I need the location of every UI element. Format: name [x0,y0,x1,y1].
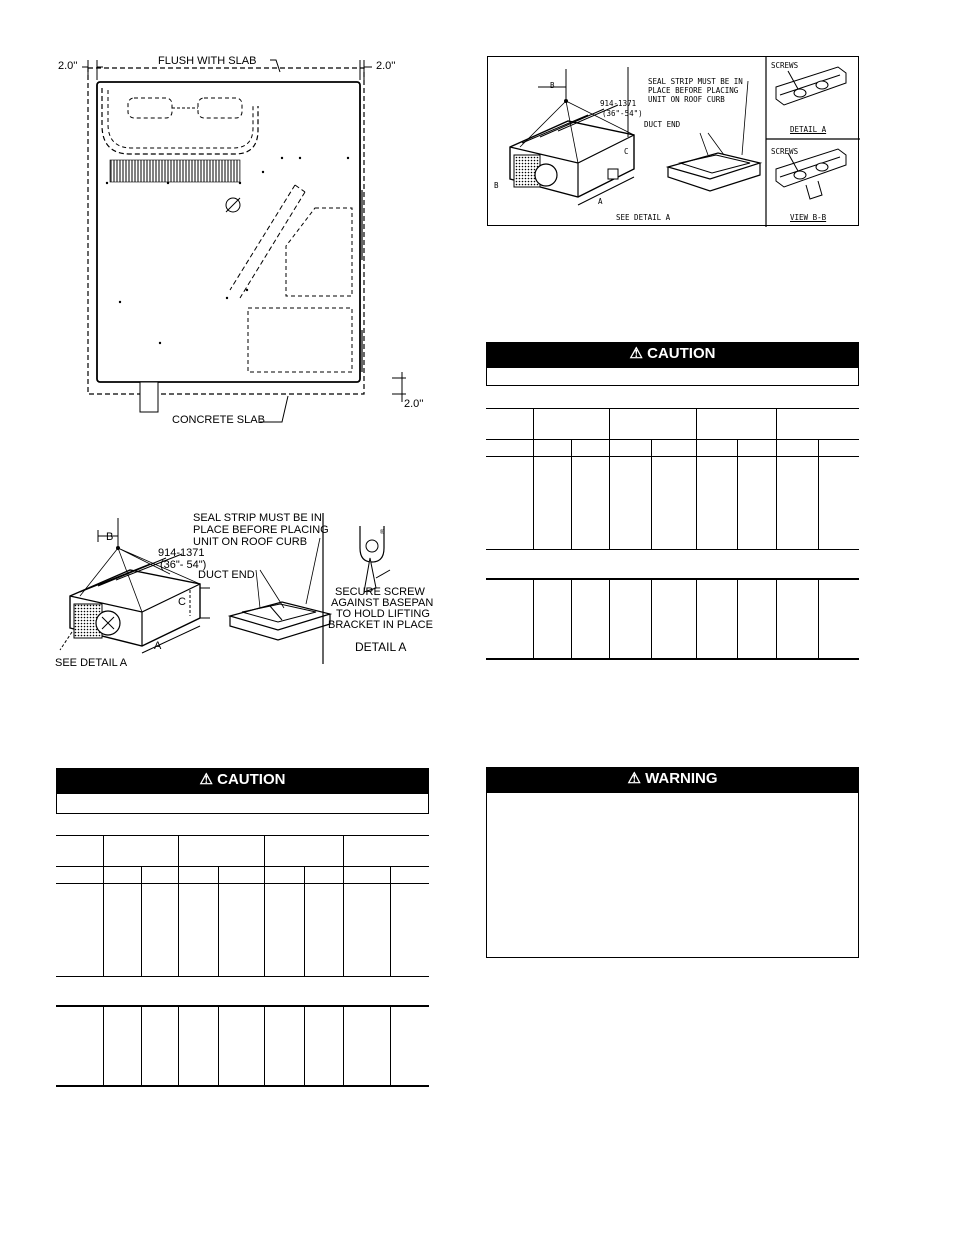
dim-b-label-r: B [550,81,555,90]
warning-triangle-icon: ⚠ [629,345,643,362]
dim-range-label: 914-1371 [158,547,205,559]
svg-text:®: ® [380,530,385,536]
seal-strip-line1-r: SEAL STRIP MUST BE IN [648,77,743,86]
slab-figure [50,50,440,430]
concrete-slab-label: CONCRETE SLAB [172,414,265,426]
seal-strip-line3: UNIT ON ROOF CURB [193,536,308,548]
secure-screw-line4: BRACKET IN PLACE [328,619,433,631]
warning-body-right [486,792,859,958]
seal-strip-line1: SEAL STRIP MUST BE IN [193,512,322,524]
duct-end-label-r: DUCT END [644,120,681,129]
seal-strip-line2: PLACE BEFORE PLACING [193,524,329,536]
caution-body-left [56,793,429,814]
see-detail-label-r: SEE DETAIL A [616,213,671,222]
secure-screw-line2: AGAINST BASEPAN [331,597,434,609]
rigging-figure-right [487,56,859,226]
secure-screw-line1: SECURE SCREW [335,586,425,598]
warning-banner-right [486,767,859,793]
dim-range-inch-label-r: (36"-54") [602,109,643,118]
flush-with-slab-label: FLUSH WITH SLAB [158,55,257,67]
detail-a-label-r: DETAIL A [790,125,827,134]
dim-b2-label-r: B [494,181,499,190]
caution-title-right: CAUTION [647,345,716,362]
secure-screw-line3: TO HOLD LIFTING [336,608,430,620]
dim-c-label-r: C [624,147,629,156]
dim-bottom-label: 2.0'' [404,398,424,410]
see-detail-label: SEE DETAIL A [55,657,128,669]
duct-end-label: DUCT END [198,569,255,581]
warning-title-right: WARNING [645,770,718,787]
screws-label-2: SCREWS [771,147,799,156]
caution-title-left: CAUTION [217,771,286,788]
caution-banner-right [486,342,859,368]
dim-c-label: C [178,596,186,608]
dim-a-label: A [154,640,162,652]
dim-left-label: 2.0'' [58,60,78,72]
view-bb-label: VIEW B-B [790,213,827,222]
dim-a-label-r: A [598,197,603,206]
rigging-figure-left [50,508,435,670]
caution-body-right [486,367,859,386]
caution-banner-left [56,768,429,794]
table-right [486,408,859,660]
table-left [56,835,429,1087]
detail-a-label: DETAIL A [355,640,407,654]
slab-drawing [50,50,440,430]
seal-strip-line2-r: PLACE BEFORE PLACING [648,86,739,95]
warning-triangle-icon: ⚠ [199,771,213,788]
dim-b-label: B [106,531,114,543]
dim-right-label: 2.0'' [376,60,396,72]
warning-triangle-icon: ⚠ [627,770,641,787]
dim-range-inch-label: (36"- 54") [160,559,207,571]
seal-strip-line3-r: UNIT ON ROOF CURB [648,95,725,104]
dim-range-label-r: 914-1371 [600,99,637,108]
screws-label-1: SCREWS [771,61,799,70]
